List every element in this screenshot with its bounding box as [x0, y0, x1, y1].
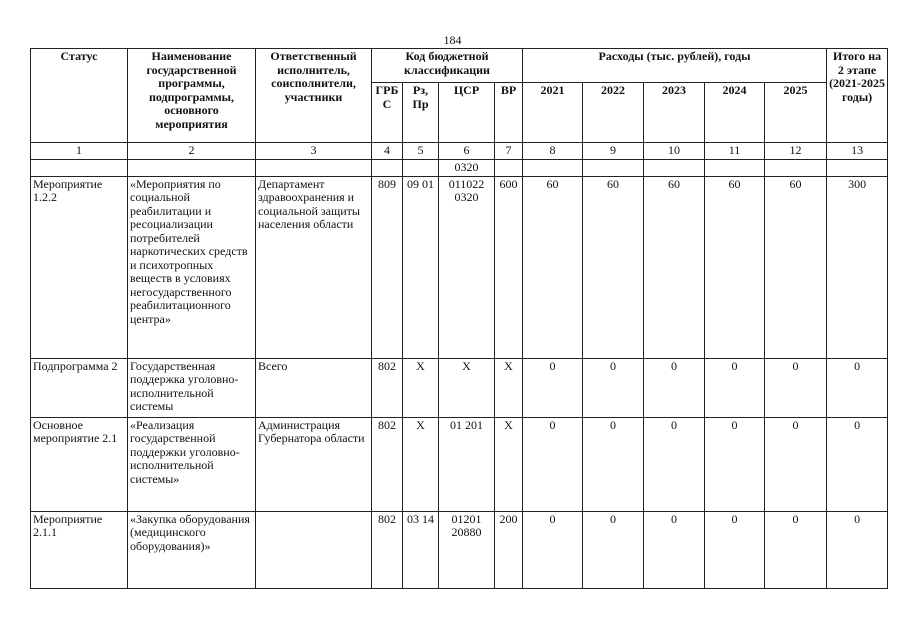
carry-over-csr: 0320 [439, 160, 495, 177]
row-2025: 0 [765, 358, 827, 417]
row-csr: 01201 20880 [439, 511, 495, 588]
column-number: 6 [439, 143, 495, 160]
row-2022: 60 [583, 176, 644, 358]
row-2025: 60 [765, 176, 827, 358]
column-number: 10 [644, 143, 705, 160]
budget-table [30, 48, 888, 589]
header-year-2025: 2025 [765, 83, 827, 143]
header-rzpr: Рз, Пр [403, 83, 439, 143]
row-executor: Администрация Губернатора области [256, 417, 372, 511]
header-year-2023: 2023 [644, 83, 705, 143]
row-2023: 60 [644, 176, 705, 358]
row-2023: 0 [644, 511, 705, 588]
header-year-2022: 2022 [583, 83, 644, 143]
page-number: 184 [443, 33, 462, 47]
row-rzpr: X [403, 358, 439, 417]
column-number: 5 [403, 143, 439, 160]
carry-over-row [31, 160, 888, 177]
row-csr: 01 201 [439, 417, 495, 511]
header-status: Статус [31, 49, 128, 143]
header-expenses: Расходы (тыс. рублей), годы [523, 49, 827, 83]
row-2022: 0 [583, 511, 644, 588]
row-2025: 0 [765, 417, 827, 511]
row-grbs: 802 [372, 511, 403, 588]
row-rzpr: 09 01 [403, 176, 439, 358]
header-year-2024: 2024 [705, 83, 765, 143]
row-rzpr: X [403, 417, 439, 511]
row-grbs: 809 [372, 176, 403, 358]
row-2022: 0 [583, 358, 644, 417]
row-executor: Департамент здравоохранения и социальной защиты населения области [256, 176, 372, 358]
header-grbs: ГРБ С [372, 83, 403, 143]
column-number-row [31, 143, 888, 160]
column-number: 1 [31, 143, 128, 160]
row-2021: 60 [523, 176, 583, 358]
row-2024: 60 [705, 176, 765, 358]
header-executor: Ответственный исполнитель, соисполнители, участники [256, 49, 372, 143]
table-row [31, 417, 888, 511]
row-vr: 600 [495, 176, 523, 358]
row-total: 0 [827, 511, 888, 588]
row-2021: 0 [523, 358, 583, 417]
column-number: 4 [372, 143, 403, 160]
row-name: «Реализация государственной поддержки уголовно-исполнительной системы» [128, 417, 256, 511]
row-total: 0 [827, 358, 888, 417]
row-2021: 0 [523, 511, 583, 588]
row-csr: X [439, 358, 495, 417]
header-budget-code: Код бюджетной классификации [372, 49, 523, 83]
column-number: 12 [765, 143, 827, 160]
row-vr: X [495, 417, 523, 511]
row-2024: 0 [705, 358, 765, 417]
column-number: 3 [256, 143, 372, 160]
row-status: Подпрограмма 2 [31, 358, 128, 417]
row-2023: 0 [644, 417, 705, 511]
row-csr: 011022 0320 [439, 176, 495, 358]
row-2024: 0 [705, 511, 765, 588]
column-number: 13 [827, 143, 888, 160]
header-name: Наименование государственной программы, подпрограммы, основного мероприятия [128, 49, 256, 143]
row-2025: 0 [765, 511, 827, 588]
row-name: «Мероприятия по социальной реабилитации и ресоциализации потребителей наркотических средств и психотропных веществ в условиях негосударственного реабилитационного центра» [128, 176, 256, 358]
row-name: Государственная поддержка уголовно-исполнительной системы [128, 358, 256, 417]
row-total: 300 [827, 176, 888, 358]
row-grbs: 802 [372, 358, 403, 417]
header-csr: ЦСР [439, 83, 495, 143]
header-year-2021: 2021 [523, 83, 583, 143]
row-2023: 0 [644, 358, 705, 417]
row-rzpr: 03 14 [403, 511, 439, 588]
row-2024: 0 [705, 417, 765, 511]
row-grbs: 802 [372, 417, 403, 511]
column-number: 2 [128, 143, 256, 160]
row-name: «Закупка оборудования (медицинского оборудования)» [128, 511, 256, 588]
header-total: Итого на 2 этапе (2021-2025 годы) [827, 49, 888, 143]
table-row [31, 511, 888, 588]
header-vr: ВР [495, 83, 523, 143]
row-total: 0 [827, 417, 888, 511]
row-2022: 0 [583, 417, 644, 511]
row-status: Основное мероприятие 2.1 [31, 417, 128, 511]
row-status: Мероприятие 2.1.1 [31, 511, 128, 588]
column-number: 11 [705, 143, 765, 160]
table-row [31, 176, 888, 358]
column-number: 7 [495, 143, 523, 160]
row-executor [256, 511, 372, 588]
row-vr: X [495, 358, 523, 417]
row-executor: Всего [256, 358, 372, 417]
column-number: 9 [583, 143, 644, 160]
table-row [31, 358, 888, 417]
row-status: Мероприятие 1.2.2 [31, 176, 128, 358]
row-vr: 200 [495, 511, 523, 588]
row-2021: 0 [523, 417, 583, 511]
column-number: 8 [523, 143, 583, 160]
